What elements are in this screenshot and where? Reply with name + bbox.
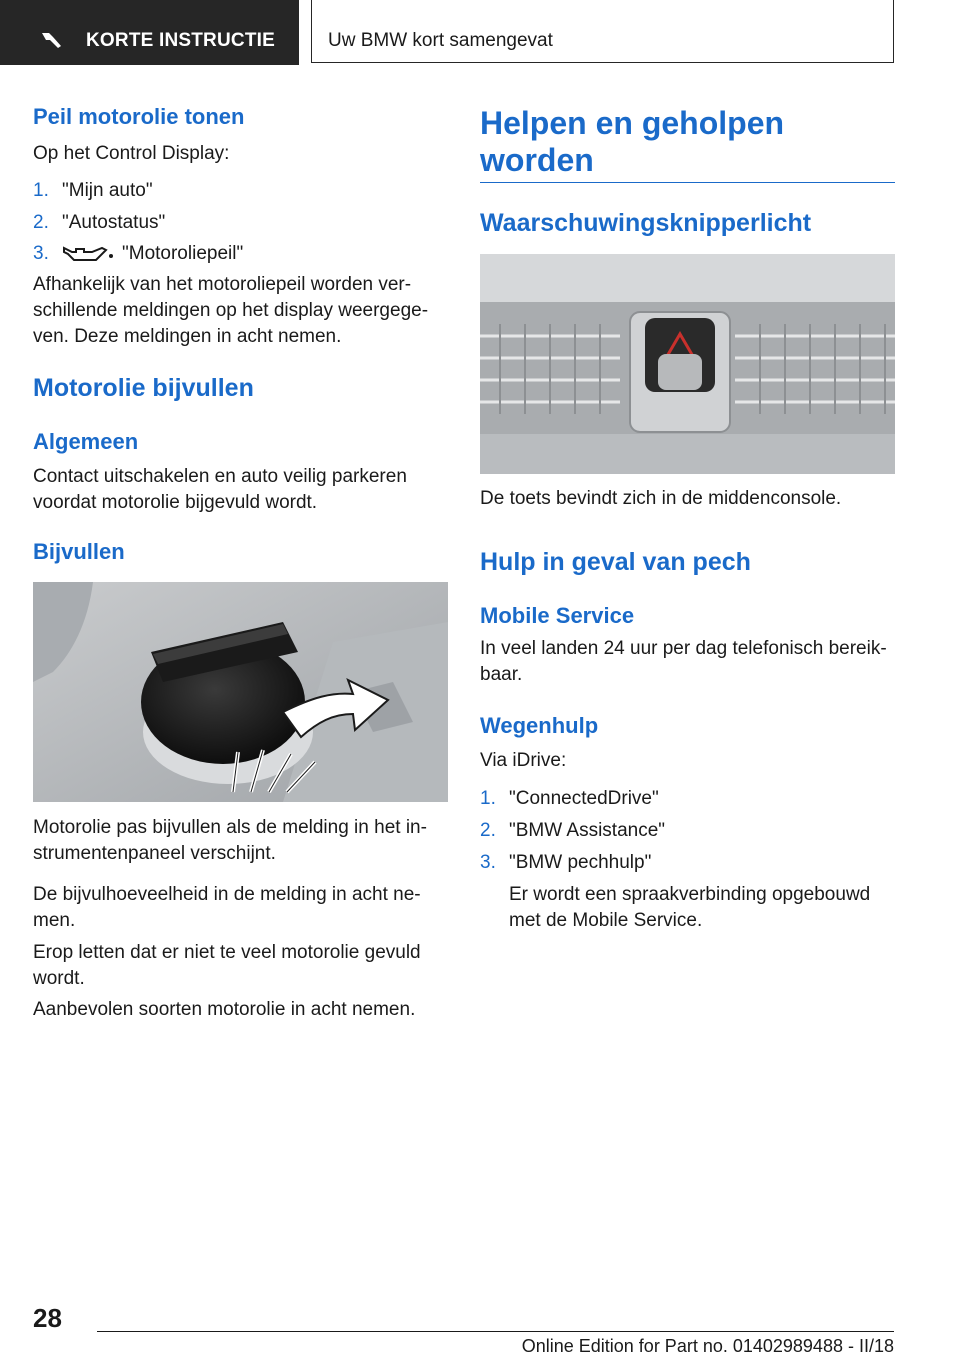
mobile-heading: Mobile Service <box>480 603 635 628</box>
bijvullen-p2-2: men. <box>33 910 76 931</box>
peil-body-2: schillende meldingen op het display weergege- <box>33 300 429 321</box>
bijvullen-p1-2: strumentenpaneel verschijnt. <box>33 843 276 864</box>
peil-body-1: Afhankelijk van het motoroliepeil worden ver- <box>33 274 412 295</box>
wegenhulp-note-2: met de Mobile Service. <box>509 910 703 931</box>
wegenhulp-heading: Wegenhulp <box>480 713 599 738</box>
chapter-box <box>311 0 894 63</box>
edition-text: Online Edition for Part no. 01402989488 - II/18 <box>521 1336 894 1356</box>
bijvullen-p1-1: Motorolie pas bijvullen als de melding in het in- <box>33 817 427 838</box>
section-tab <box>0 0 299 65</box>
algemeen-body-2: voordat motorolie bijgevuld wordt. <box>33 492 318 513</box>
footer-rule <box>97 1331 894 1332</box>
bijvullen-heading: Bijvullen <box>33 539 125 564</box>
main-heading-line2: worden <box>480 142 594 178</box>
bijvullen-p2-1: De bijvulhoeveelheid in de melding in acht ne- <box>33 884 421 905</box>
peil-intro: Op het Control Display: <box>33 143 230 164</box>
chapter-label: Uw BMW kort samengevat <box>328 30 553 51</box>
wegenhulp-note-1: Er wordt een spraakverbinding opgebouwd <box>509 884 871 905</box>
bijvullen-main-heading: Motorolie bijvullen <box>33 374 254 402</box>
pech-heading: Hulp in geval van pech <box>480 548 751 576</box>
bijvullen-p4: Aanbevolen soorten motorolie in acht nemen. <box>33 999 416 1020</box>
wegenhulp-intro: Via iDrive: <box>480 750 567 771</box>
bijvullen-p3-1: Erop letten dat er niet te veel motorolie gevuld <box>33 942 421 963</box>
mobile-body-1: In veel landen 24 uur per dag telefonisch bereik- <box>480 638 887 659</box>
oil-cap-image <box>33 582 448 802</box>
section-label: KORTE INSTRUCTIE <box>86 30 275 51</box>
algemeen-body-1: Contact uitschakelen en auto veilig parkeren <box>33 466 407 487</box>
peil-heading: Peil motorolie tonen <box>33 104 245 129</box>
algemeen-heading: Algemeen <box>33 429 139 454</box>
page-number: 28 <box>33 1303 62 1333</box>
warn-heading: Waarschuwingsknipperlicht <box>480 209 812 237</box>
warn-caption: De toets bevindt zich in de middenconsole. <box>480 488 842 509</box>
mobile-body-2: baar. <box>480 664 523 685</box>
heading-rule <box>480 182 895 183</box>
main-heading-line1: Helpen en geholpen <box>480 105 785 141</box>
bijvullen-p3-2: wordt. <box>33 968 85 989</box>
peil-body-3: ven. Deze meldingen in acht nemen. <box>33 326 342 347</box>
oil-can-icon <box>62 241 114 267</box>
wrench-icon <box>40 30 64 50</box>
hazard-switch-image <box>480 254 895 474</box>
